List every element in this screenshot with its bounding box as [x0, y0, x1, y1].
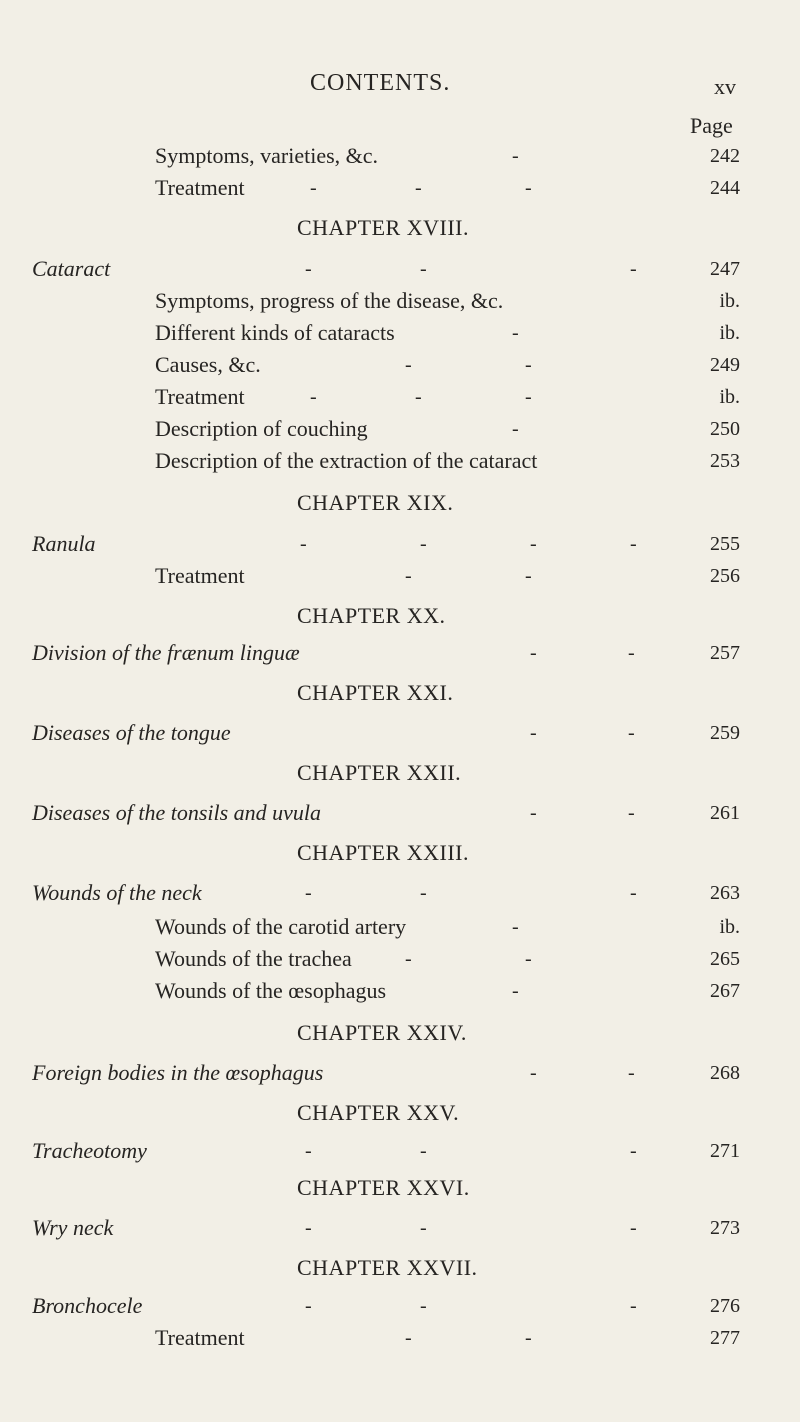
leader-dash: -: [305, 1295, 312, 1317]
page-number: 257: [710, 642, 740, 664]
chapter-heading: CHAPTER XXI.: [297, 680, 454, 705]
leader-dash: -: [630, 882, 637, 904]
page-number: 267: [710, 980, 740, 1002]
toc-main-entry: Diseases of the tongue: [32, 720, 231, 745]
toc-main-entry: Ranula: [32, 531, 96, 556]
toc-sub-entry: Wounds of the trachea: [155, 946, 352, 971]
page-number: 255: [710, 533, 740, 555]
leader-dash: -: [420, 258, 427, 280]
leader-dash: -: [630, 533, 637, 555]
toc-sub-entry: Wounds of the œsophagus: [155, 978, 387, 1003]
leader-dash: -: [530, 533, 537, 555]
leader-dash: -: [405, 354, 412, 376]
toc-sub-entry: Symptoms, varieties, &c.: [155, 143, 379, 168]
toc-main-entry: Division of the frænum linguæ: [32, 640, 300, 665]
leader-dash: -: [420, 533, 427, 555]
leader-dash: -: [305, 1217, 312, 1239]
page-number: 273: [710, 1217, 740, 1239]
page-number: 271: [710, 1140, 740, 1162]
leader-dash: -: [525, 1327, 532, 1349]
page-number: 250: [710, 418, 740, 440]
leader-dash: -: [305, 258, 312, 280]
leader-dash: -: [630, 1140, 637, 1162]
leader-dash: -: [512, 980, 519, 1002]
leader-dash: -: [630, 1217, 637, 1239]
leader-dash: -: [628, 1062, 635, 1084]
leader-dash: -: [630, 1295, 637, 1317]
leader-dash: -: [628, 802, 635, 824]
leader-dash: -: [530, 722, 537, 744]
toc-main-entry: Wounds of the neck: [32, 880, 202, 905]
page-number: ib.: [719, 386, 740, 408]
leader-dash: -: [420, 1295, 427, 1317]
leader-dash: -: [415, 386, 422, 408]
toc-sub-entry: Symptoms, progress of the disease, &c.: [155, 288, 504, 313]
leader-dash: -: [525, 386, 532, 408]
leader-dash: -: [310, 386, 317, 408]
leader-dash: -: [530, 802, 537, 824]
leader-dash: -: [512, 916, 519, 938]
leader-dash: -: [525, 354, 532, 376]
leader-dash: -: [305, 882, 312, 904]
page-number: 268: [710, 1062, 740, 1084]
page-number: 253: [710, 450, 740, 472]
leader-dash: -: [300, 533, 307, 555]
toc-sub-entry: Treatment: [155, 563, 245, 588]
page-number: 263: [710, 882, 740, 904]
chapter-heading: CHAPTER XXIII.: [297, 840, 469, 865]
leader-dash: -: [415, 177, 422, 199]
page-number: ib.: [719, 322, 740, 344]
page-column-label: Page: [690, 113, 733, 138]
page-number: 259: [710, 722, 740, 744]
leader-dash: -: [512, 322, 519, 344]
leader-dash: -: [405, 1327, 412, 1349]
toc-sub-entry: Description of the extraction of the cataract: [155, 448, 538, 473]
page-number: 277: [710, 1327, 740, 1349]
toc-sub-entry: Treatment: [155, 175, 245, 200]
leader-dash: -: [420, 882, 427, 904]
leader-dash: -: [530, 642, 537, 664]
chapter-heading: CHAPTER XXVII.: [297, 1255, 478, 1280]
folio-number: xv: [714, 74, 736, 99]
toc-main-entry: Diseases of the tonsils and uvula: [32, 800, 322, 825]
toc-sub-entry: Treatment: [155, 1325, 245, 1350]
chapter-heading: CHAPTER XVIII.: [297, 215, 469, 240]
toc-main-entry: Cataract: [32, 256, 111, 281]
leader-dash: -: [525, 177, 532, 199]
toc-sub-entry: Treatment: [155, 384, 245, 409]
page-number: 242: [710, 145, 740, 167]
page-number: 249: [710, 354, 740, 376]
leader-dash: -: [512, 418, 519, 440]
toc-main-entry: Wry neck: [32, 1215, 114, 1240]
chapter-heading: CHAPTER XXII.: [297, 760, 462, 785]
page-number: 247: [710, 258, 740, 280]
page-number: 261: [710, 802, 740, 824]
toc-sub-entry: Causes, &c.: [155, 352, 261, 377]
chapter-heading: CHAPTER XIX.: [297, 490, 454, 515]
toc-main-entry: Bronchocele: [32, 1293, 143, 1318]
page-number: 256: [710, 565, 740, 587]
toc-main-entry: Tracheotomy: [32, 1138, 147, 1163]
toc-main-entry: Foreign bodies in the œsophagus: [32, 1060, 324, 1085]
page-number: ib.: [719, 290, 740, 312]
leader-dash: -: [420, 1217, 427, 1239]
leader-dash: -: [420, 1140, 427, 1162]
leader-dash: -: [628, 642, 635, 664]
chapter-heading: CHAPTER XXV.: [297, 1100, 460, 1125]
leader-dash: -: [310, 177, 317, 199]
chapter-heading: CHAPTER XXIV.: [297, 1020, 467, 1045]
leader-dash: -: [405, 565, 412, 587]
leader-dash: -: [405, 948, 412, 970]
leader-dash: -: [512, 145, 519, 167]
leader-dash: -: [628, 722, 635, 744]
page-number: 265: [710, 948, 740, 970]
chapter-heading: CHAPTER XX.: [297, 603, 446, 628]
leader-dash: -: [630, 258, 637, 280]
leader-dash: -: [305, 1140, 312, 1162]
leader-dash: -: [530, 1062, 537, 1084]
page-number: 276: [710, 1295, 740, 1317]
chapter-heading: CHAPTER XXVI.: [297, 1175, 470, 1200]
toc-sub-entry: Description of couching: [155, 416, 368, 441]
toc-sub-entry: Wounds of the carotid artery: [155, 914, 407, 939]
leader-dash: -: [525, 565, 532, 587]
page-number: 244: [710, 177, 740, 199]
page-number: ib.: [719, 916, 740, 938]
leader-dash: -: [525, 948, 532, 970]
toc-sub-entry: Different kinds of cataracts: [155, 320, 395, 345]
running-head-title: CONTENTS.: [310, 70, 451, 96]
